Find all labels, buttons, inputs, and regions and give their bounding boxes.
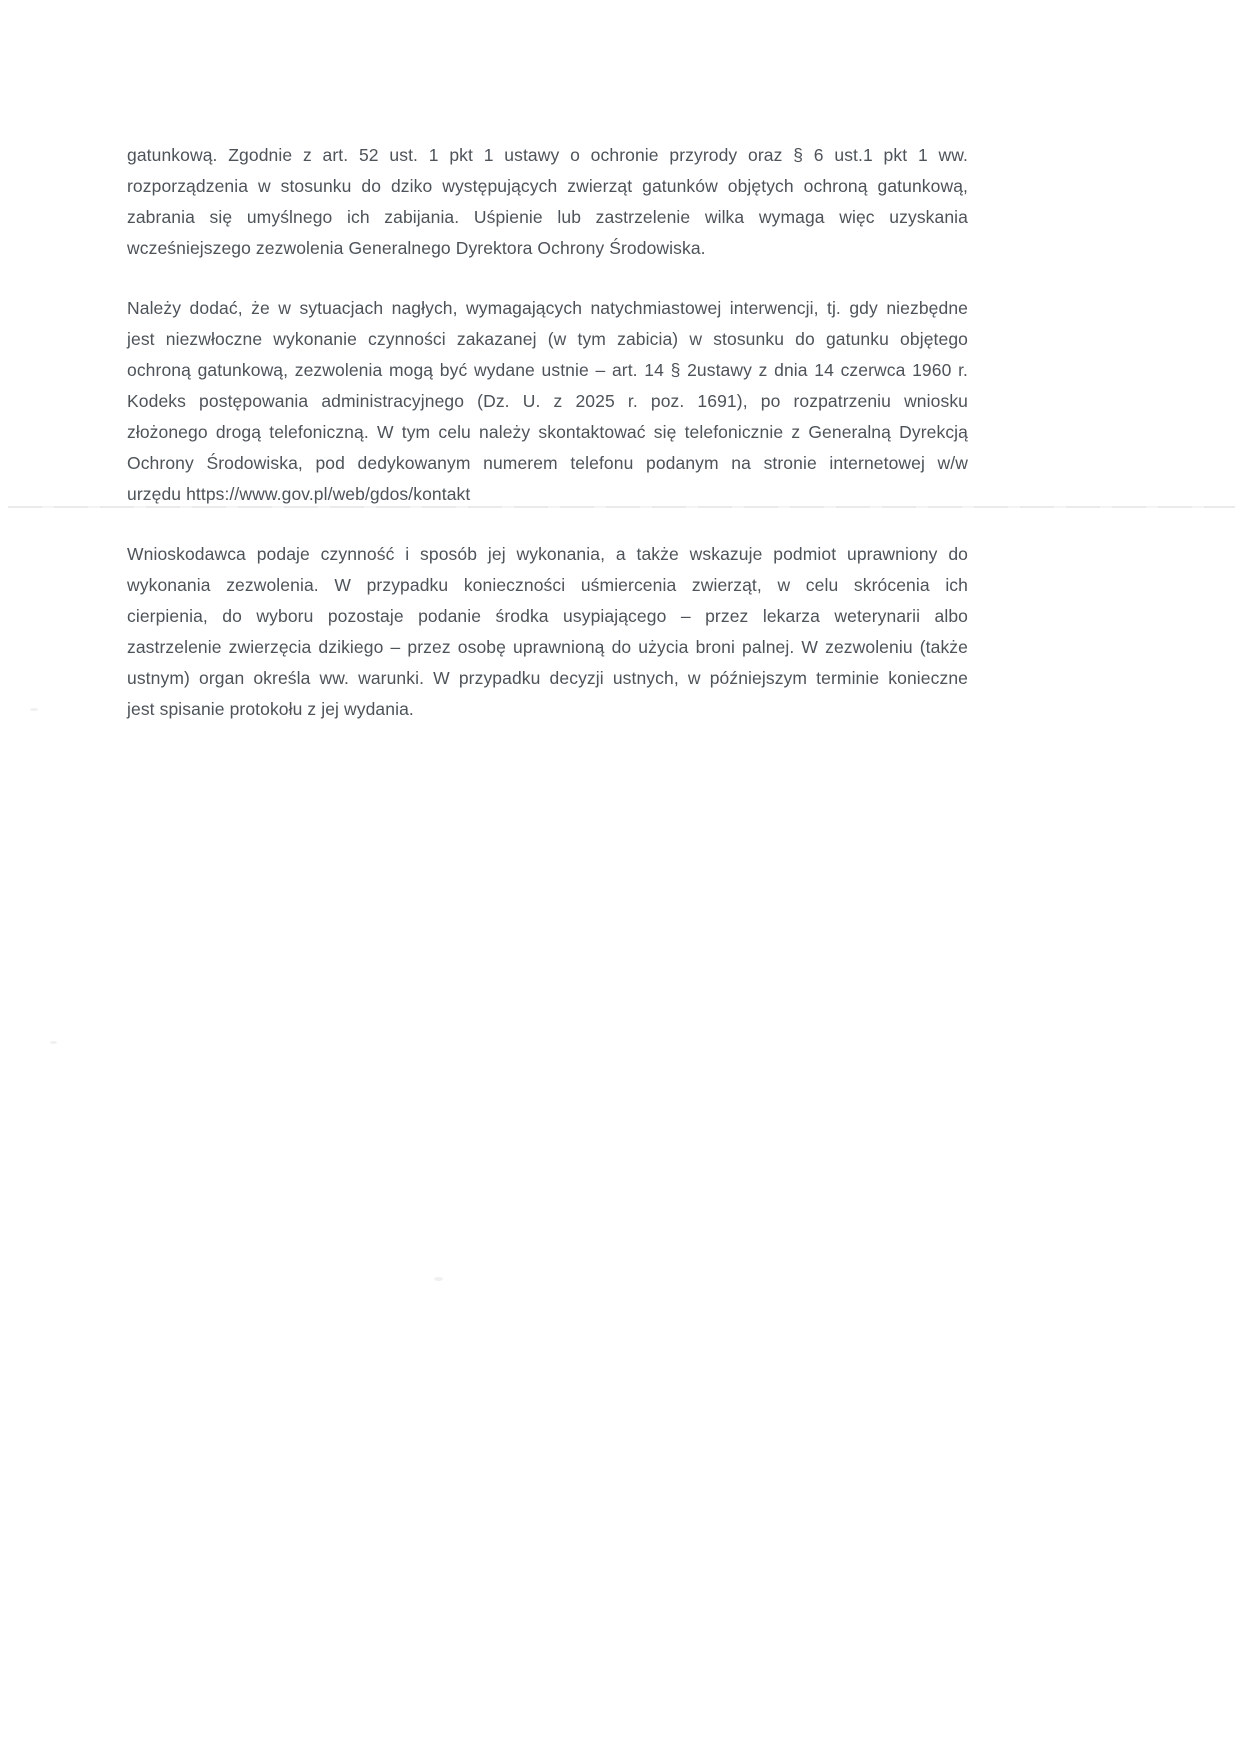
text-line: rozporządzenia w stosunku do dziko występujących zwierząt gatunków objętych ochroną gatunkową,	[127, 176, 968, 196]
text-line: Należy dodać, że w sytuacjach nagłych, wymagających natychmiastowej interwencji, tj. gdy niezbędne	[127, 298, 968, 318]
text-line: jest niezwłoczne wykonanie czynności zakazanej (w tym zabicia) w stosunku do gatunku objętego	[127, 329, 968, 349]
paragraph-2	[127, 293, 968, 510]
paragraph-3	[127, 539, 968, 725]
text-line: cierpienia, do wyboru pozostaje podanie środka usypiającego – przez lekarza weterynarii albo	[127, 606, 968, 626]
scan-artifact	[434, 1277, 443, 1281]
text-line: jest spisanie protokołu z jej wydania.	[127, 699, 414, 719]
scan-divider-line	[8, 506, 1235, 508]
paragraph-1	[127, 140, 968, 264]
text-line: Wnioskodawca podaje czynność i sposób jej wykonania, a także wskazuje podmiot uprawniony do	[127, 544, 968, 564]
text-line: zabrania się umyślnego ich zabijania. Uśpienie lub zastrzelenie wilka wymaga więc uzyskania	[127, 207, 968, 227]
scan-artifact	[50, 1041, 57, 1044]
text-line: urzędu https://www.gov.pl/web/gdos/kontakt	[127, 484, 471, 504]
text-line: ustnym) organ określa ww. warunki. W przypadku decyzji ustnych, w późniejszym terminie konieczne	[127, 668, 968, 688]
scan-artifact	[30, 708, 38, 711]
text-line: zastrzelenie zwierzęcia dzikiego – przez osobę uprawnioną do użycia broni palnej. W zezwoleniu (także	[127, 637, 968, 657]
text-line: wcześniejszego zezwolenia Generalnego Dyrektora Ochrony Środowiska.	[127, 238, 706, 258]
text-line: Kodeks postępowania administracyjnego (Dz. U. z 2025 r. poz. 1691), po rozpatrzeniu wniosku	[127, 391, 968, 411]
text-line: Ochrony Środowiska, pod dedykowanym numerem telefonu podanym na stronie internetowej w/w	[127, 453, 968, 473]
text-line: gatunkową. Zgodnie z art. 52 ust. 1 pkt 1 ustawy o ochronie przyrody oraz § 6 ust.1 pkt 1 ww.	[127, 145, 968, 165]
document-text-block	[127, 140, 968, 754]
text-line: wykonania zezwolenia. W przypadku konieczności uśmiercenia zwierząt, w celu skrócenia ich	[127, 575, 968, 595]
text-line: złożonego drogą telefoniczną. W tym celu należy skontaktować się telefonicznie z Generalną Dyrekcją	[127, 422, 968, 442]
text-line: ochroną gatunkową, zezwolenia mogą być wydane ustnie – art. 14 § 2ustawy z dnia 14 czerwca 1960 r.	[127, 360, 968, 380]
